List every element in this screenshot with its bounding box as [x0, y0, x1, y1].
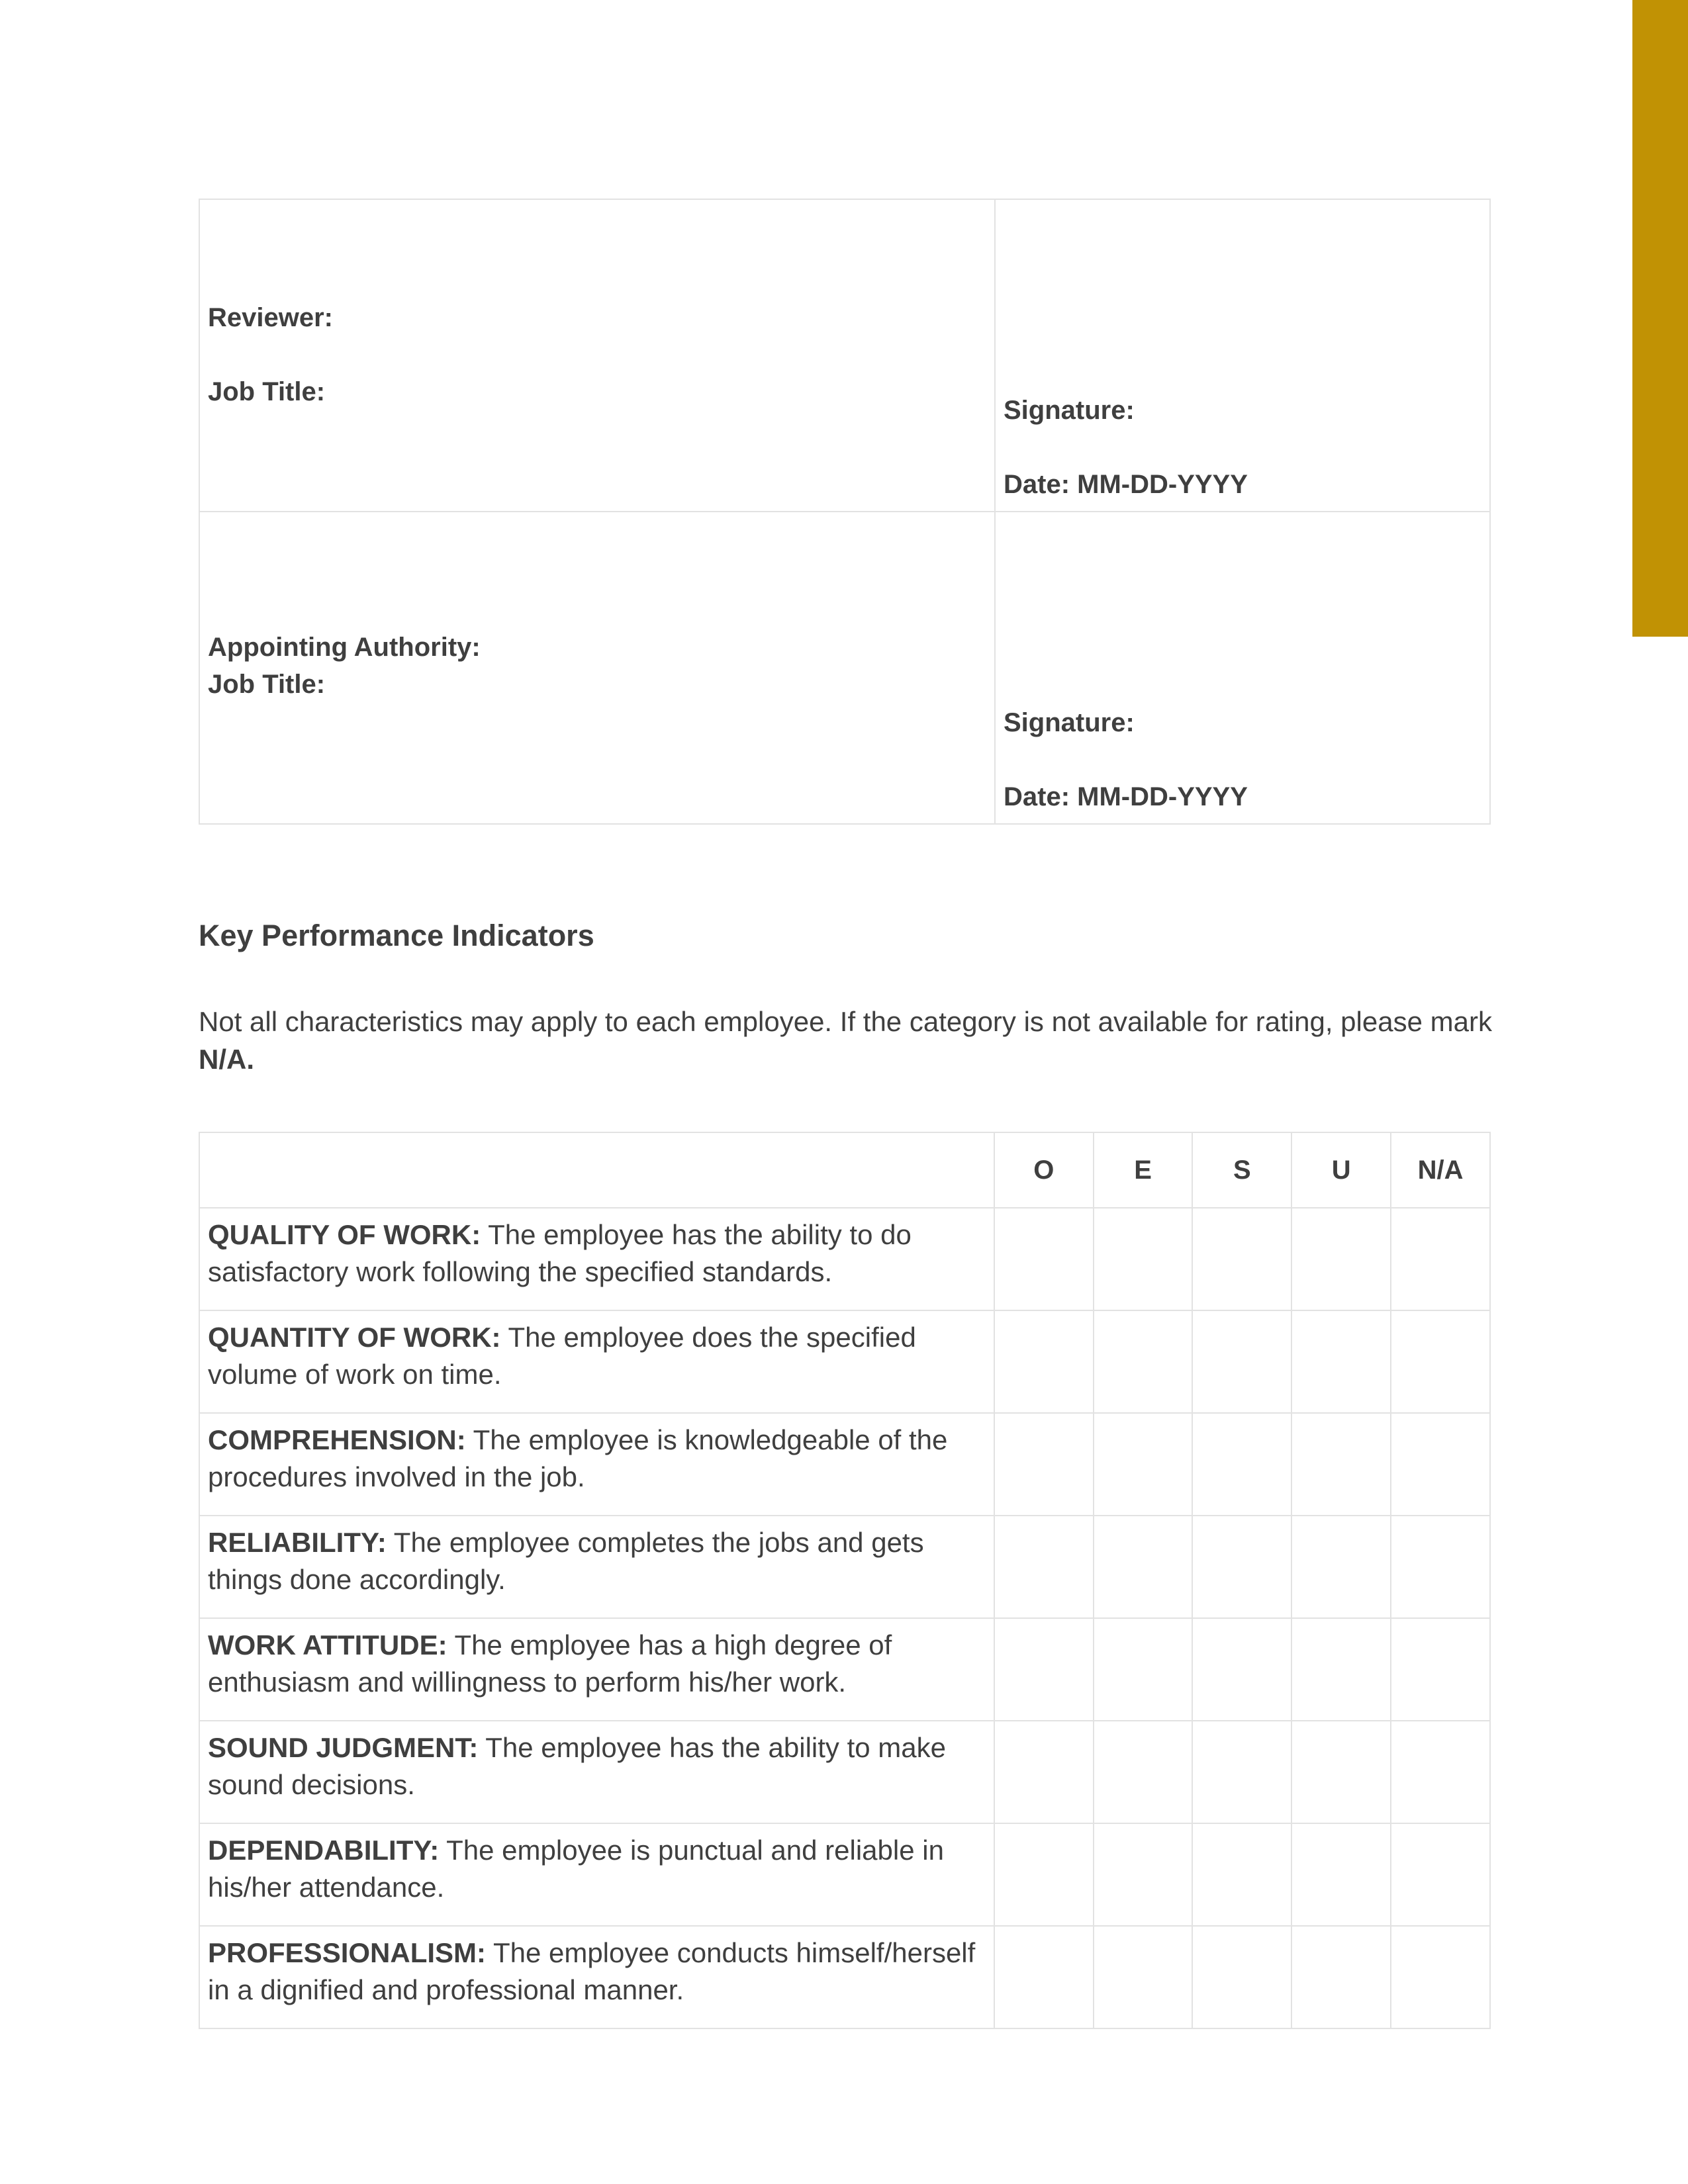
authority-signature-cell[interactable]: [995, 512, 1490, 824]
kpi-term: DEPENDABILITY:: [208, 1835, 440, 1866]
rating-cell-u[interactable]: [1291, 1516, 1391, 1618]
kpi-description-cell: [199, 1823, 994, 1926]
rating-cell-u[interactable]: [1291, 1618, 1391, 1721]
rating-cell-s[interactable]: [1192, 1208, 1291, 1310]
kpi-row: [199, 1413, 1490, 1516]
reviewer-row: [199, 199, 1490, 512]
kpi-row: [199, 1823, 1490, 1926]
rating-cell-u[interactable]: [1291, 1310, 1391, 1413]
kpi-description: The employee is knowledgeable of the procedures involved in the job.: [208, 1424, 956, 1492]
kpi-intro-na: N/A.: [199, 1044, 254, 1075]
kpi-intro: [199, 1003, 1503, 1078]
kpi-description-cell: [199, 1926, 994, 2028]
rating-cell-u[interactable]: [1291, 1208, 1391, 1310]
authority-row: [199, 512, 1490, 824]
accent-bar: [1632, 0, 1688, 637]
kpi-description: The employee does the specified volume of work on time.: [208, 1322, 924, 1390]
rating-cell-o[interactable]: [994, 1208, 1094, 1310]
rating-cell-na[interactable]: [1391, 1413, 1490, 1516]
rating-cell-na[interactable]: [1391, 1823, 1490, 1926]
rating-cell-s[interactable]: [1192, 1310, 1291, 1413]
kpi-term: PROFESSIONALISM:: [208, 1937, 487, 1968]
reviewer-signature-label: Signature:: [1004, 396, 1135, 425]
rating-cell-s[interactable]: [1192, 1516, 1291, 1618]
kpi-description-cell: [199, 1413, 994, 1516]
rating-cell-s[interactable]: [1192, 1618, 1291, 1721]
rating-cell-na[interactable]: [1391, 1516, 1490, 1618]
reviewer-job-title-label: Job Title:: [208, 377, 326, 406]
kpi-heading: Key Performance Indicators: [199, 919, 594, 952]
column-header-o: O: [994, 1132, 1094, 1208]
kpi-term: WORK ATTITUDE:: [208, 1629, 447, 1661]
authority-signature-label: Signature:: [1004, 708, 1135, 737]
kpi-header-blank: [199, 1132, 994, 1208]
rating-cell-na[interactable]: [1391, 1310, 1490, 1413]
kpi-row: [199, 1721, 1490, 1823]
authority-info-cell[interactable]: [199, 512, 995, 824]
column-header-na: N/A: [1391, 1132, 1490, 1208]
rating-cell-s[interactable]: [1192, 1721, 1291, 1823]
kpi-term: COMPREHENSION:: [208, 1424, 466, 1455]
rating-cell-o[interactable]: [994, 1413, 1094, 1516]
rating-cell-e[interactable]: [1094, 1926, 1193, 2028]
rating-cell-e[interactable]: [1094, 1310, 1193, 1413]
kpi-description: The employee completes the jobs and gets things done accordingly.: [208, 1527, 932, 1595]
kpi-description-cell: [199, 1721, 994, 1823]
reviewer-label: Reviewer:: [208, 303, 333, 332]
kpi-description-cell: [199, 1618, 994, 1721]
kpi-row: [199, 1516, 1490, 1618]
rating-cell-o[interactable]: [994, 1618, 1094, 1721]
authority-date-label: Date: MM-DD-YYYY: [1004, 782, 1248, 811]
kpi-body: [199, 1208, 1490, 2028]
appointing-authority-label: Appointing Authority:: [208, 633, 481, 662]
rating-cell-o[interactable]: [994, 1926, 1094, 2028]
kpi-description: The employee is punctual and reliable in his/her attendance.: [208, 1835, 952, 1903]
column-header-e: E: [1094, 1132, 1193, 1208]
kpi-description: The employee has the ability to do satisfactory work following the specified standards.: [208, 1219, 919, 1287]
rating-cell-na[interactable]: [1391, 1926, 1490, 2028]
kpi-term: QUANTITY OF WORK:: [208, 1322, 501, 1353]
rating-cell-o[interactable]: [994, 1721, 1094, 1823]
rating-cell-o[interactable]: [994, 1823, 1094, 1926]
kpi-row: [199, 1618, 1490, 1721]
rating-cell-e[interactable]: [1094, 1823, 1193, 1926]
column-header-u: U: [1291, 1132, 1391, 1208]
signature-table: [199, 199, 1491, 825]
rating-cell-e[interactable]: [1094, 1413, 1193, 1516]
authority-job-title-label: Job Title:: [208, 670, 326, 699]
kpi-term: SOUND JUDGMENT:: [208, 1732, 479, 1763]
rating-cell-e[interactable]: [1094, 1721, 1193, 1823]
kpi-description-cell: [199, 1208, 994, 1310]
rating-cell-na[interactable]: [1391, 1618, 1490, 1721]
kpi-header-row: [199, 1132, 1490, 1208]
kpi-description: The employee has the ability to make sound decisions.: [208, 1732, 954, 1800]
kpi-description: The employee has a high degree of enthusiasm and willingness to perform his/her work.: [208, 1629, 900, 1698]
kpi-row: [199, 1926, 1490, 2028]
kpi-row: [199, 1310, 1490, 1413]
column-header-s: S: [1192, 1132, 1291, 1208]
rating-cell-e[interactable]: [1094, 1618, 1193, 1721]
kpi-rating-table: [199, 1132, 1491, 2029]
kpi-description-cell: [199, 1516, 994, 1618]
rating-cell-s[interactable]: [1192, 1823, 1291, 1926]
rating-cell-na[interactable]: [1391, 1721, 1490, 1823]
reviewer-info-cell[interactable]: [199, 199, 995, 512]
rating-cell-u[interactable]: [1291, 1721, 1391, 1823]
kpi-term: RELIABILITY:: [208, 1527, 387, 1558]
rating-cell-s[interactable]: [1192, 1926, 1291, 2028]
rating-cell-o[interactable]: [994, 1516, 1094, 1618]
rating-cell-u[interactable]: [1291, 1823, 1391, 1926]
kpi-description-cell: [199, 1310, 994, 1413]
rating-cell-o[interactable]: [994, 1310, 1094, 1413]
rating-cell-na[interactable]: [1391, 1208, 1490, 1310]
rating-cell-u[interactable]: [1291, 1413, 1391, 1516]
kpi-row: [199, 1208, 1490, 1310]
rating-cell-e[interactable]: [1094, 1208, 1193, 1310]
reviewer-signature-cell[interactable]: [995, 199, 1490, 512]
rating-cell-e[interactable]: [1094, 1516, 1193, 1618]
reviewer-date-label: Date: MM-DD-YYYY: [1004, 470, 1248, 499]
rating-cell-s[interactable]: [1192, 1413, 1291, 1516]
rating-cell-u[interactable]: [1291, 1926, 1391, 2028]
kpi-description: The employee conducts himself/herself in a dignified and professional manner.: [208, 1937, 983, 2005]
kpi-intro-text: Not all characteristics may apply to each employee. If the category is not available for rating, please mark: [199, 1006, 1492, 1037]
kpi-term: QUALITY OF WORK:: [208, 1219, 481, 1250]
